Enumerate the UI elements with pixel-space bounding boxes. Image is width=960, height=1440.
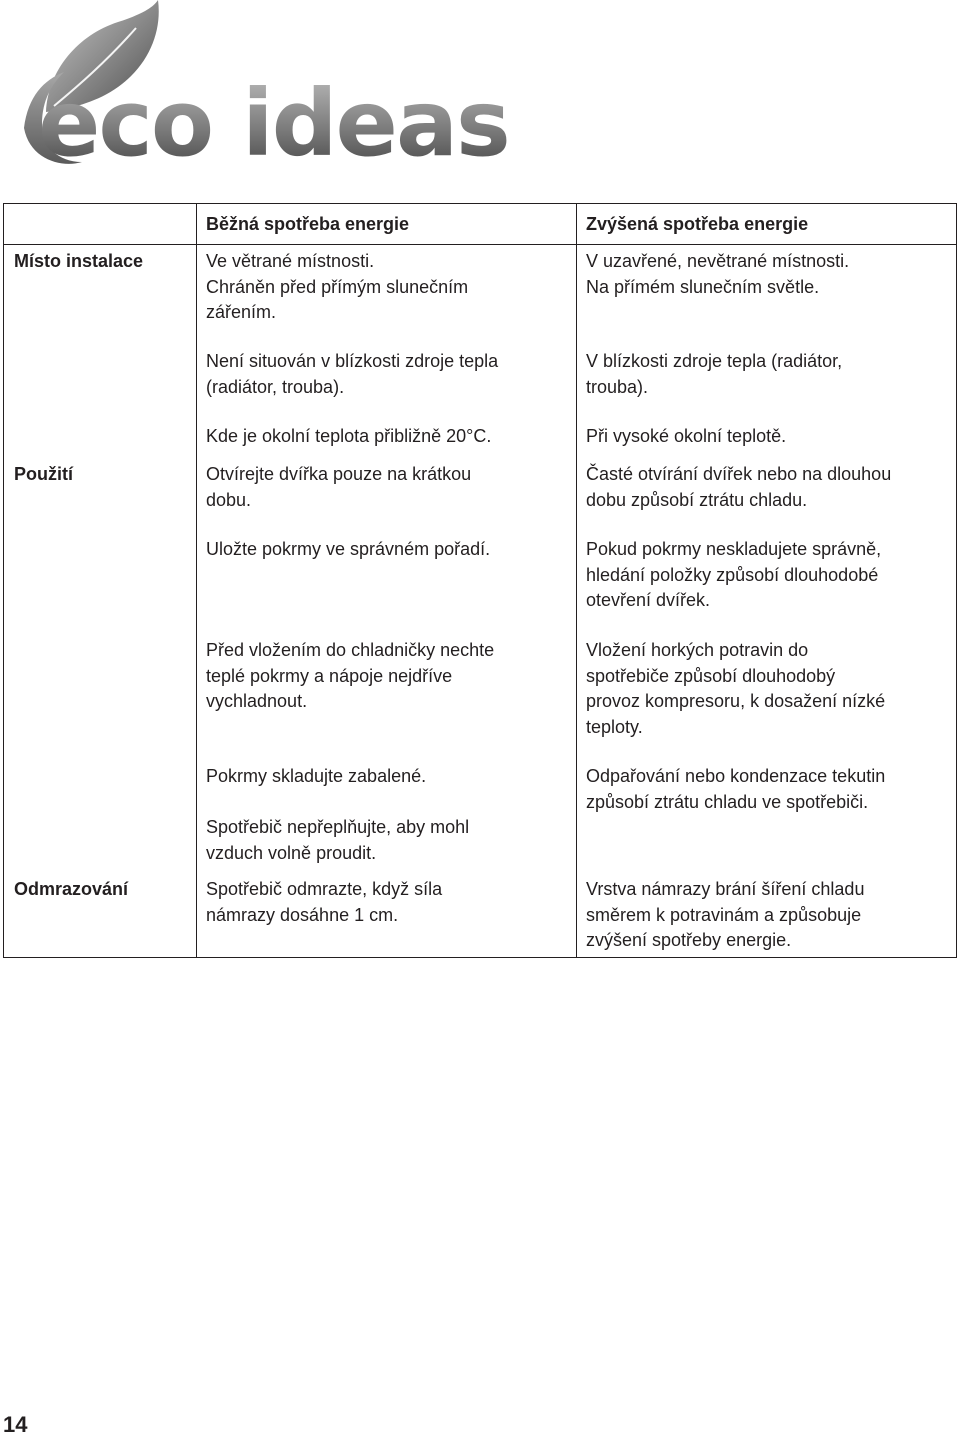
text-line: V uzavřené, nevětrané místnosti. <box>586 251 850 271</box>
text-line: V blízkosti zdroje tepla (radiátor, <box>586 351 843 371</box>
eco-ideas-logo <box>18 0 509 177</box>
row-label-usage: Použití <box>14 464 73 484</box>
text-line: Uložte pokrmy ve správném pořadí. <box>206 539 491 559</box>
text-line: vzduch volně proudit. <box>206 842 377 863</box>
text-line: provoz kompresoru, k dosažení nízké <box>586 691 886 711</box>
text-line: Časté otvírání dvířek nebo na dlouhou <box>586 464 892 484</box>
column-header-normal: Běžná spotřeba energie <box>206 214 410 234</box>
text-line: Spotřebič nepřeplňujte, aby mohl <box>206 817 470 837</box>
text-line: spotřebiče způsobí dlouhodobý <box>586 665 836 686</box>
text-line: otevření dvířek. <box>586 590 711 610</box>
text-line: dobu způsobí ztrátu chladu. <box>586 489 808 510</box>
row-label-defrosting: Odmrazování <box>14 879 129 899</box>
text-line: směrem k potravinám a způsobuje <box>586 904 862 925</box>
text-line: Kde je okolní teplota přibližně 20°C. <box>206 426 492 446</box>
text-line: vychladnout. <box>206 691 308 711</box>
text-line: hledání položky způsobí dlouhodobé <box>586 564 879 585</box>
text-line: Před vložením do chladničky nechte <box>206 640 495 660</box>
logo-wordmark: eco ideas <box>38 70 509 177</box>
text-line: zářením. <box>206 302 277 322</box>
text-line: Ve větrané místnosti. <box>206 251 375 271</box>
text-line: teplé pokrmy a nápoje nejdříve <box>206 665 453 686</box>
text-line: Odpařování nebo kondenzace tekutin <box>586 766 886 786</box>
text-line: Při vysoké okolní teplotě. <box>586 426 787 446</box>
text-line: Pokrmy skladujte zabalené. <box>206 766 427 786</box>
row-label-installation: Místo instalace <box>14 251 144 271</box>
page-number: 14 <box>3 1412 28 1437</box>
text-line: (radiátor, trouba). <box>206 376 345 397</box>
text-line: zvýšení spotřeby energie. <box>586 930 792 950</box>
text-line: teploty. <box>586 716 643 737</box>
text-line: námrazy dosáhne 1 cm. <box>206 904 399 925</box>
text-line: Chráněn před přímým slunečním <box>206 276 469 297</box>
text-line: způsobí ztrátu chladu ve spotřebiči. <box>586 791 869 812</box>
text-line: Vložení horkých potravin do <box>586 640 809 660</box>
text-line: Otvírejte dvířka pouze na krátkou <box>206 464 472 484</box>
column-divider <box>576 204 577 957</box>
text-line: dobu. <box>206 489 252 510</box>
text-line: trouba). <box>586 376 649 397</box>
text-line: Pokud pokrmy neskladujete správně, <box>586 539 882 559</box>
column-divider <box>196 204 197 957</box>
text-line: Vrstva námrazy brání šíření chladu <box>586 879 865 899</box>
text-line: Spotřebič odmrazte, když síla <box>206 879 443 899</box>
text-line: Není situován v blízkosti zdroje tepla <box>206 351 499 371</box>
text-line: Na přímém slunečním světle. <box>586 276 820 297</box>
energy-consumption-table <box>3 203 957 958</box>
header-divider <box>4 244 956 245</box>
column-header-increased: Zvýšená spotřeba energie <box>586 214 809 234</box>
